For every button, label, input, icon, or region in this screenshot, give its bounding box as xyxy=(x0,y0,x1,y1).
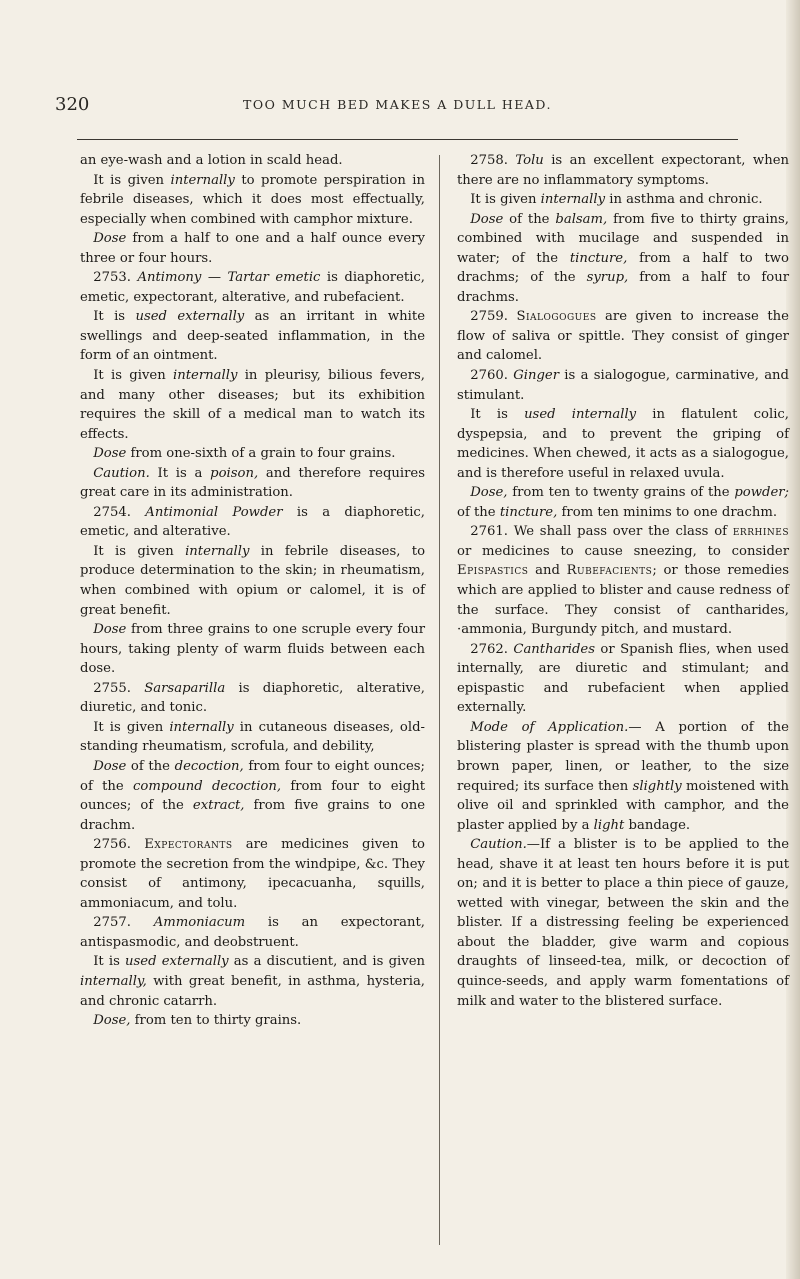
paragraph xyxy=(80,835,425,913)
paragraph xyxy=(457,366,789,405)
text-run: slightly xyxy=(632,778,682,794)
column-divider xyxy=(439,155,440,1245)
header-rule xyxy=(77,139,738,140)
paragraph xyxy=(80,620,425,679)
text-run: extract, xyxy=(192,798,245,814)
text-run: moistened with olive oil and sprinkled with camphor, and the plaster applied by a xyxy=(457,778,789,833)
text-run: compound decoction, xyxy=(133,778,282,794)
text-run: Dose xyxy=(93,446,127,462)
text-run: decoction, xyxy=(174,758,244,774)
paragraph xyxy=(80,757,425,835)
paragraph xyxy=(457,718,789,835)
page-header xyxy=(55,94,740,124)
text-run: It is given xyxy=(93,543,186,559)
text-run: or medicines to cause sneezing, to consider xyxy=(457,543,789,559)
paragraph xyxy=(457,307,789,366)
text-run: Antimonial Powder xyxy=(145,504,283,520)
text-run: ; or those remedies which are applied to blister and cause redness of the surface. They consist of cantharides, ·ammonia, Burgundy pitch, and mustard. xyxy=(457,563,789,638)
paragraph xyxy=(457,210,789,308)
text-run: poison, xyxy=(210,465,259,481)
text-run: Cantharides xyxy=(513,641,595,657)
right-column xyxy=(457,151,789,1011)
text-run: 2753. xyxy=(93,270,138,286)
text-run: 2761. We shall pass over the class of xyxy=(470,524,733,540)
paragraph xyxy=(457,640,789,718)
text-run: are given to increase the flow of saliva or spittle. They consist of ginger and calomel. xyxy=(457,309,789,364)
text-run: of the xyxy=(457,504,500,520)
text-run: It is xyxy=(93,309,136,325)
paragraph xyxy=(80,171,425,230)
paragraph xyxy=(80,952,425,1011)
text-run: syrup, xyxy=(586,270,629,286)
text-run: of the xyxy=(503,211,556,227)
text-run: used externally xyxy=(125,954,229,970)
text-run: are medicines given to promote the secretion from the windpipe, &c. They consist of antimony, ipecacuanha, squills, ammoniacum, and tolu. xyxy=(80,837,425,911)
text-run: Dose, xyxy=(470,485,508,501)
text-run: Mode of Application. xyxy=(470,719,629,735)
paragraph xyxy=(80,503,425,542)
text-run: 2762. xyxy=(470,641,514,657)
running-head: TOO MUCH BED MAKES A DULL HEAD. xyxy=(243,97,552,112)
paragraph xyxy=(80,679,425,718)
text-run: tincture, xyxy=(569,250,628,266)
text-run: from four to eight ounces; of the xyxy=(80,778,425,814)
text-run: from four to eight ounces; of the xyxy=(80,758,426,794)
text-run: It is xyxy=(93,954,126,970)
text-run: Ammoniacum xyxy=(153,915,246,931)
text-run: from ten minims to one drachm. xyxy=(557,504,778,520)
text-run: internally xyxy=(540,192,606,208)
text-run: 2754. xyxy=(93,504,146,520)
text-run: Epispastics xyxy=(457,563,529,579)
text-run: internally xyxy=(173,368,238,384)
text-run: Dose xyxy=(470,211,504,227)
text-run: It is given xyxy=(93,368,174,384)
text-run: from five to thirty grains, combined with mucilage and suspended in water; of the xyxy=(457,211,789,266)
text-run: in cutaneous diseases, old-standing rheumatism, scrofula, and debility, xyxy=(80,719,425,755)
text-run: Caution. xyxy=(470,837,527,853)
text-run: Sialogogues xyxy=(516,309,597,325)
text-run: 2755. xyxy=(93,680,145,696)
text-run: of the xyxy=(126,758,175,774)
text-run: is an excellent expectorant, when there are no inflammatory symptoms. xyxy=(457,153,789,188)
paragraph xyxy=(80,718,425,757)
text-run: as a discutient, and is given xyxy=(228,954,425,970)
text-run: It is given xyxy=(93,172,171,188)
text-run: It is given xyxy=(93,719,170,735)
text-run: Sarsaparilla xyxy=(144,680,226,696)
text-run: with great benefit, in asthma, hysteria, and chronic catarrh. xyxy=(80,973,425,1009)
paragraph xyxy=(457,151,789,190)
text-run: is a diaphoretic, emetic, and alterative. xyxy=(80,504,426,540)
left-column xyxy=(80,151,425,1031)
text-run: Tolu xyxy=(515,153,544,168)
text-run: —If a blister is to be applied to the head, shave it at least ten hours before it is put on; and it is better to place a thin piece of gauze, wetted with vinegar, between the skin and the blister. If a distressing feeling be experienced about the bladder, give warm and copious draughts of linseed-tea, milk, or decoction of quince-seeds, and apply warm fomentations of milk and water to the blistered surface. xyxy=(457,837,789,1009)
text-run: Expectorants xyxy=(144,837,233,853)
paragraph xyxy=(80,444,425,464)
text-run: from five grains to one drachm. xyxy=(80,798,425,833)
text-run: Dose xyxy=(93,622,127,638)
text-run: internally xyxy=(170,172,235,188)
paragraph xyxy=(457,835,789,1011)
text-run: Dose xyxy=(93,231,127,247)
paragraph xyxy=(457,405,789,483)
text-run: is diaphoretic, alterative, diuretic, and tonic. xyxy=(80,680,425,716)
text-run: 2757. xyxy=(93,915,154,931)
paragraph xyxy=(457,522,789,639)
text-run: 2756. xyxy=(93,837,145,853)
text-run: Ginger xyxy=(513,368,560,384)
text-run: from one-sixth of a grain to four grains. xyxy=(126,446,396,462)
paragraph xyxy=(80,366,425,444)
text-run: It is a xyxy=(149,465,211,481)
text-run: from a half to one and a half ounce every three or four hours. xyxy=(80,231,425,266)
text-run: 2759. xyxy=(470,309,517,325)
text-run: in pleurisy, bilious fevers, and many other diseases; but its exhibition requires the skill of a medical man to watch its effects. xyxy=(80,368,425,442)
paragraph xyxy=(80,913,425,952)
text-run: It is given xyxy=(470,192,541,208)
text-run: It is xyxy=(470,407,525,423)
text-run: Rubefacients xyxy=(566,563,653,579)
paragraph xyxy=(80,464,425,503)
paragraph xyxy=(80,268,425,307)
paragraph xyxy=(457,190,789,210)
text-run: used internally xyxy=(524,407,637,423)
text-run: in asthma and chronic. xyxy=(605,192,763,208)
text-run: from a half to four drachms. xyxy=(457,270,789,305)
text-run: Dose xyxy=(93,758,127,774)
text-run: 2760. xyxy=(470,368,514,384)
text-run: in flatulent colic, dyspepsia, and to prevent the griping of medicines. When chewed, it acts as a sialogogue, and is therefore useful in relaxed uvula. xyxy=(457,407,789,481)
text-run: an eye-wash and a lotion in scald head. xyxy=(80,153,343,168)
page-number: 320 xyxy=(55,94,90,115)
text-run: internally xyxy=(169,719,234,735)
text-run: as an irritant in white swellings and deep-seated inflammation, in the form of an ointment. xyxy=(80,309,425,364)
text-run: from a half to two drachms; of the xyxy=(457,250,790,286)
text-run: internally xyxy=(185,543,250,559)
text-run: errhines xyxy=(732,524,789,540)
text-run: light xyxy=(593,817,625,833)
text-run: from three grains to one scruple every four hours, taking plenty of warm fluids between each dose. xyxy=(80,622,425,677)
text-run: Antimony — Tartar emetic xyxy=(137,270,321,286)
text-run: and therefore requires great care in its administration. xyxy=(80,465,425,501)
text-run: powder; xyxy=(734,485,789,501)
text-run: Caution. xyxy=(93,465,150,481)
text-run: Dose, xyxy=(93,1013,131,1029)
text-run: — A portion of the blistering plaster is spread with the thumb upon brown paper, linen, or leather, to the size required; its surface then xyxy=(457,719,789,794)
paragraph xyxy=(80,307,425,366)
paragraph xyxy=(80,1011,425,1031)
text-run: from ten to twenty grains of the xyxy=(507,485,735,501)
text-run: 2758. xyxy=(470,153,516,168)
text-run: internally, xyxy=(80,973,147,989)
text-run: is diaphoretic, emetic, expectorant, alterative, and rubefacient. xyxy=(80,270,425,305)
text-run: is a sialogogue, carminative, and stimulant. xyxy=(457,368,789,403)
text-run: in febrile diseases, to produce determination to the skin; in rheumatism, when combined with opium or calomel, it is of great benefit. xyxy=(80,543,426,618)
text-run: used externally xyxy=(135,309,245,325)
paragraph xyxy=(80,151,425,171)
text-run: to promote perspiration in febrile diseases, which it does most effectually, especially when combined with camphor mixture. xyxy=(80,172,425,227)
text-run: from ten to thirty grains. xyxy=(130,1013,302,1029)
text-run: or Spanish flies, when used internally, are diuretic and stimulant; and epispastic and rubefacient when applied externally. xyxy=(457,641,789,716)
text-run: tincture, xyxy=(499,504,558,520)
text-run: is an expectorant, antispasmodic, and deobstruent. xyxy=(80,915,425,950)
paragraph xyxy=(80,229,425,268)
text-run: and xyxy=(528,563,567,579)
paragraph xyxy=(80,542,425,620)
text-run: balsam, xyxy=(555,211,608,227)
paragraph xyxy=(457,483,789,522)
text-run: bandage. xyxy=(624,817,691,833)
